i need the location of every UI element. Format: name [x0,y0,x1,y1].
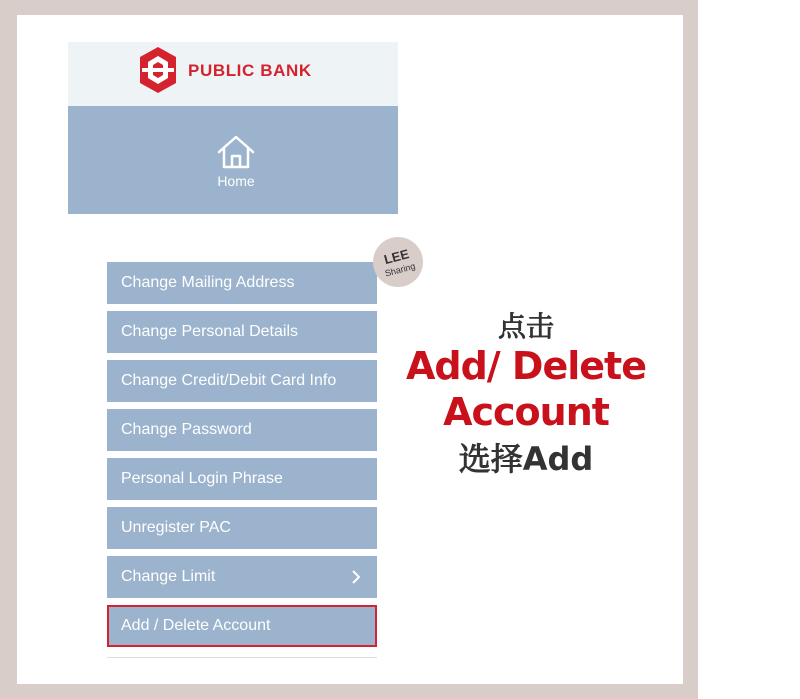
caption-line-1: 点击 [497,310,554,343]
menu-item-change-card-info[interactable] [107,360,377,402]
menu-item-change-limit[interactable] [107,556,377,598]
menu-divider [107,657,377,658]
frame-border-bottom [0,684,698,699]
chevron-right-icon [351,570,361,584]
menu-item-add-delete-account[interactable] [107,605,377,647]
frame-border-right [683,0,698,699]
menu-item-label: Change Limit [121,568,216,585]
menu-item-label: Change Personal Details [121,323,298,340]
menu-item-label: Unregister PAC [121,519,231,536]
menu-item-label: Add / Delete Account [121,617,271,634]
badge-line2: Sharing [383,260,417,279]
badge-line1: LEE [382,246,411,268]
menu-item-label: Change Mailing Address [121,274,295,291]
lee-sharing-badge [372,236,424,288]
menu-item-change-personal-details[interactable] [107,311,377,353]
menu-item-change-mailing-address[interactable] [107,262,377,304]
home-icon [217,134,255,170]
menu-item-label: Change Password [121,421,252,438]
menu-item-personal-login-phrase[interactable] [107,458,377,500]
menu-item-label: Change Credit/Debit Card Info [121,372,337,389]
frame-border-top [0,0,698,15]
caption-line-3: Account [443,390,609,434]
menu-item-change-password[interactable] [107,409,377,451]
home-label: Home [217,173,255,189]
menu-item-unregister-pac[interactable] [107,507,377,549]
public-bank-logo-icon [138,46,178,94]
caption-line-4: 选择Add [458,440,594,478]
caption-line-2: Add/ Delete [406,344,646,388]
brand-name: PUBLIC BANK [188,61,312,80]
frame-border-left [0,0,17,699]
menu-item-label: Personal Login Phrase [121,470,283,487]
